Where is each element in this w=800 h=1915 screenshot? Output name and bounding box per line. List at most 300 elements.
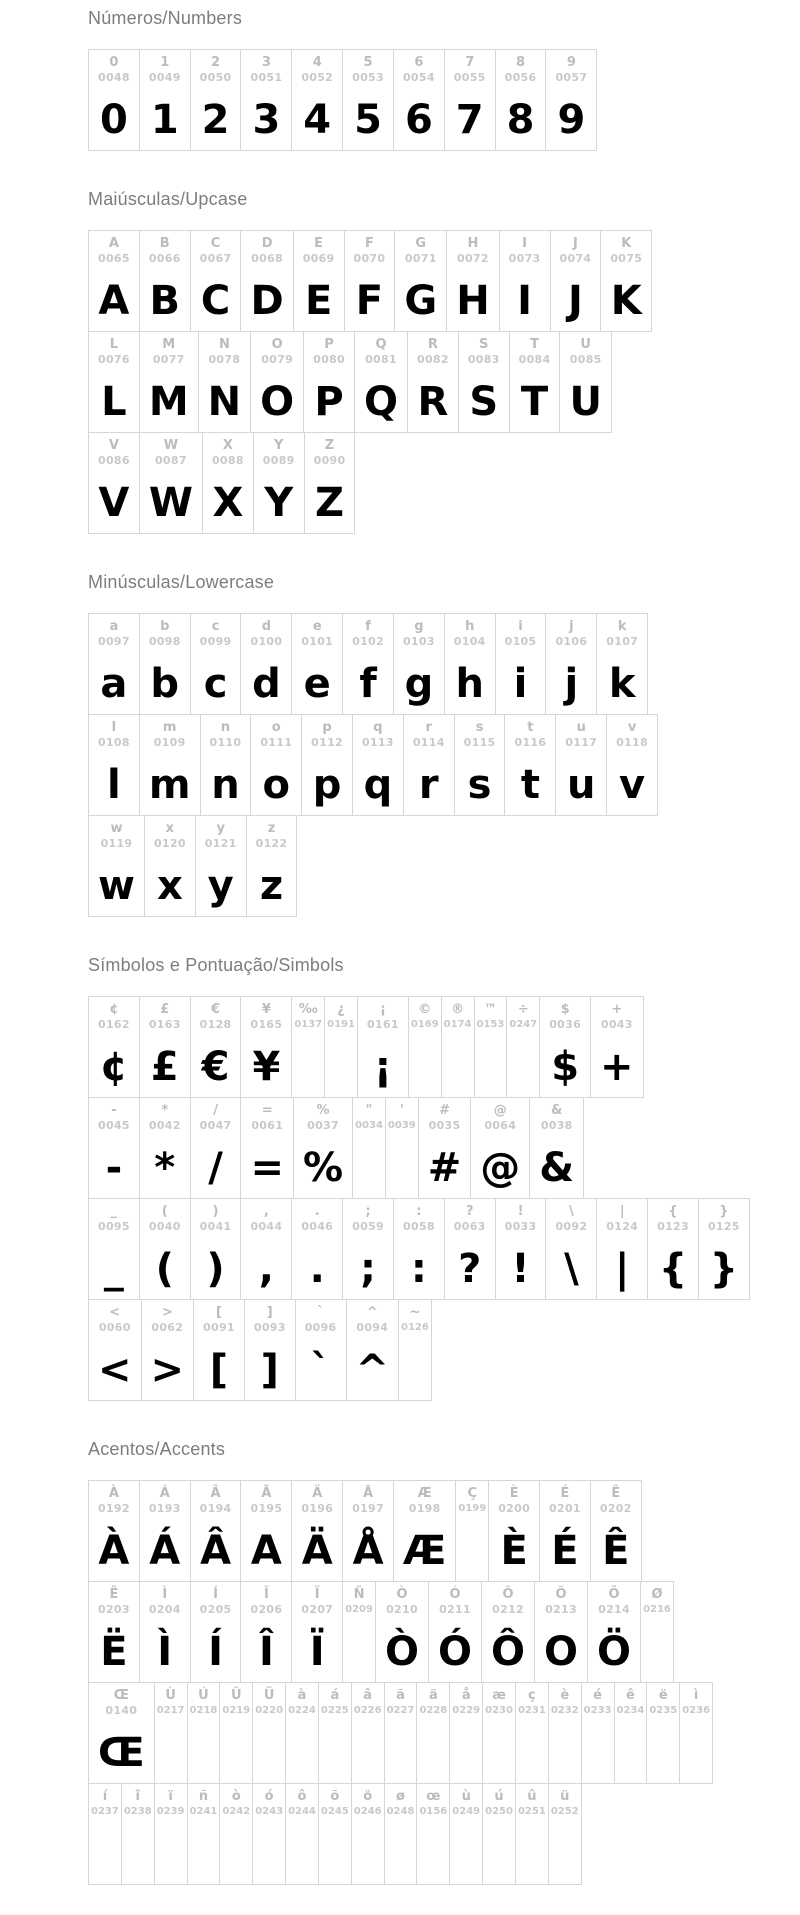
cell-unicode-code: 0067 xyxy=(199,252,232,265)
glyph-cell xyxy=(597,613,648,715)
glyph-cell xyxy=(355,331,408,433)
glyph-row xyxy=(88,1097,584,1199)
cell-unicode-code: 0086 xyxy=(98,454,130,467)
cell-character-label: C xyxy=(210,236,221,251)
cell-unicode-code: 0128 xyxy=(199,1018,232,1031)
cell-glyph-preview: 7 xyxy=(455,97,484,143)
glyph-cell xyxy=(475,996,508,1098)
section-title: Símbolos e Pontuação/Simbols xyxy=(88,955,344,975)
cell-character-label: Í xyxy=(213,1587,218,1602)
cell-unicode-code: 0212 xyxy=(492,1603,524,1616)
cell-glyph-preview: e xyxy=(303,661,331,707)
glyph-cell xyxy=(88,1783,122,1885)
cell-character-label: / xyxy=(213,1103,218,1118)
cell-unicode-code: 0108 xyxy=(98,736,130,749)
cell-glyph-preview: 3 xyxy=(252,97,281,143)
cell-character-label: 9 xyxy=(566,55,576,70)
glyph-cell xyxy=(191,1198,242,1300)
cell-unicode-code: 0218 xyxy=(189,1705,218,1716)
cell-glyph-preview: Y xyxy=(264,480,294,526)
cell-character-label: V xyxy=(108,438,119,453)
cell-character-label: Ú xyxy=(198,1688,209,1703)
cell-glyph-preview: S xyxy=(469,379,499,425)
glyph-cell xyxy=(122,1783,155,1885)
glyph-cell xyxy=(155,1682,188,1784)
cell-unicode-code: 0077 xyxy=(152,353,185,366)
glyph-cell xyxy=(471,1097,530,1199)
cell-unicode-code: 0235 xyxy=(649,1705,678,1716)
cell-glyph-preview: Á xyxy=(149,1528,181,1574)
cell-unicode-code: 0049 xyxy=(148,71,181,84)
cell-unicode-code: 0062 xyxy=(151,1321,184,1334)
cell-character-label: D xyxy=(261,236,273,251)
cell-glyph-preview: F xyxy=(355,278,384,324)
cell-unicode-code: 0112 xyxy=(311,736,343,749)
cell-unicode-code: 0228 xyxy=(419,1705,448,1716)
cell-unicode-code: 0242 xyxy=(222,1806,251,1817)
cell-character-label: v xyxy=(627,720,637,735)
glyph-cell xyxy=(540,1480,591,1582)
cell-unicode-code: 0225 xyxy=(320,1705,349,1716)
cell-unicode-code: 0137 xyxy=(294,1019,323,1030)
cell-unicode-code: 0037 xyxy=(307,1119,339,1132)
cell-unicode-code: 0057 xyxy=(555,71,588,84)
glyph-cell xyxy=(245,1299,296,1401)
cell-character-label: [ xyxy=(215,1305,222,1320)
cell-unicode-code: 0210 xyxy=(386,1603,418,1616)
cell-unicode-code: 0058 xyxy=(402,1220,435,1233)
glyph-cell xyxy=(445,49,496,151)
cell-character-label: " xyxy=(365,1103,373,1118)
glyph-row xyxy=(88,432,355,534)
cell-unicode-code: 0087 xyxy=(154,454,187,467)
cell-character-label: ¥ xyxy=(261,1002,271,1017)
cell-unicode-code: 0194 xyxy=(199,1502,232,1515)
cell-character-label: 6 xyxy=(414,55,424,70)
cell-glyph-preview: M xyxy=(148,379,189,425)
cell-unicode-code: 0092 xyxy=(555,1220,588,1233)
cell-glyph-preview: Æ xyxy=(402,1528,447,1574)
cell-character-label: O xyxy=(271,337,283,352)
cell-glyph-preview: * xyxy=(154,1145,176,1191)
cell-character-label: # xyxy=(439,1103,450,1118)
cell-character-label: B xyxy=(159,236,170,251)
cell-character-label: $ xyxy=(560,1002,570,1017)
cell-unicode-code: 0116 xyxy=(514,736,547,749)
cell-glyph-preview: h xyxy=(455,661,484,707)
cell-glyph-preview: ` xyxy=(310,1347,331,1393)
glyph-row xyxy=(88,996,644,1098)
cell-glyph-preview: X xyxy=(212,480,244,526)
glyph-cell xyxy=(88,1097,140,1199)
glyph-cell xyxy=(254,432,305,534)
glyph-cell xyxy=(191,613,242,715)
cell-character-label: + xyxy=(611,1002,623,1017)
cell-unicode-code: 0252 xyxy=(550,1806,579,1817)
cell-unicode-code: 0074 xyxy=(559,252,592,265)
glyph-cell xyxy=(292,1198,343,1300)
glyph-cell xyxy=(343,1198,394,1300)
glyph-cell xyxy=(641,1581,674,1683)
cell-character-label: 1 xyxy=(160,55,170,70)
glyph-cell xyxy=(191,49,242,151)
cell-unicode-code: 0231 xyxy=(517,1705,546,1716)
glyph-cell xyxy=(442,996,475,1098)
cell-unicode-code: 0072 xyxy=(457,252,489,265)
cell-unicode-code: 0050 xyxy=(199,71,232,84)
cell-glyph-preview: p xyxy=(312,762,342,808)
cell-glyph-preview: É xyxy=(551,1528,579,1574)
glyph-row xyxy=(88,1198,750,1300)
glyph-section xyxy=(88,955,780,1401)
cell-unicode-code: 0035 xyxy=(428,1119,461,1132)
cell-character-label: Ñ xyxy=(353,1587,365,1602)
glyph-cell xyxy=(419,1097,472,1199)
cell-character-label: : xyxy=(416,1204,422,1219)
cell-unicode-code: 0103 xyxy=(402,635,435,648)
cell-unicode-code: 0200 xyxy=(498,1502,531,1515)
glyph-cell xyxy=(417,1682,450,1784)
cell-unicode-code: 0101 xyxy=(301,635,334,648)
cell-unicode-code: 0054 xyxy=(402,71,435,84)
cell-character-label: F xyxy=(364,236,374,251)
glyph-section xyxy=(88,1439,780,1885)
glyph-cell xyxy=(188,1682,221,1784)
cell-glyph-preview: Î xyxy=(258,1629,274,1675)
cell-character-label: U xyxy=(580,337,591,352)
cell-unicode-code: 0219 xyxy=(222,1705,251,1716)
cell-unicode-code: 0085 xyxy=(569,353,602,366)
glyph-cell xyxy=(505,714,556,816)
cell-unicode-code: 0156 xyxy=(419,1806,448,1817)
glyph-row xyxy=(88,1299,432,1401)
glyph-cell xyxy=(241,1581,292,1683)
cell-unicode-code: 0165 xyxy=(250,1018,283,1031)
glyph-cell xyxy=(251,714,302,816)
cell-unicode-code: 0104 xyxy=(453,635,486,648)
cell-character-label: ' xyxy=(399,1103,404,1118)
glyph-cell xyxy=(241,613,292,715)
cell-character-label: w xyxy=(110,821,123,836)
cell-unicode-code: 0047 xyxy=(199,1119,232,1132)
cell-unicode-code: 0070 xyxy=(353,252,386,265)
cell-glyph-preview: I xyxy=(517,278,533,324)
cell-glyph-preview: B xyxy=(149,278,180,324)
cell-unicode-code: 0098 xyxy=(148,635,181,648)
glyph-cell xyxy=(292,613,343,715)
glyph-cell xyxy=(220,1682,253,1784)
cell-character-label: 0 xyxy=(109,55,119,70)
cell-glyph-preview: 1 xyxy=(150,97,179,143)
glyph-cell xyxy=(535,1581,588,1683)
glyph-cell xyxy=(496,49,547,151)
cell-character-label: Ó xyxy=(449,1587,461,1602)
cell-character-label: Ã xyxy=(261,1486,272,1501)
cell-character-label: b xyxy=(160,619,170,634)
glyph-cell xyxy=(551,230,602,332)
cell-glyph-preview: G xyxy=(404,278,438,324)
glyph-cell xyxy=(88,432,140,534)
cell-unicode-code: 0109 xyxy=(153,736,186,749)
cell-glyph-preview: ! xyxy=(511,1246,530,1292)
cell-glyph-preview: Â xyxy=(200,1528,232,1574)
cell-unicode-code: 0068 xyxy=(251,252,283,265)
cell-character-label: é xyxy=(593,1688,602,1703)
glyph-cell xyxy=(394,1198,445,1300)
cell-glyph-preview: L xyxy=(101,379,127,425)
cell-unicode-code: 0196 xyxy=(301,1502,334,1515)
glyph-cell xyxy=(347,1299,400,1401)
cell-character-label: œ xyxy=(426,1789,441,1804)
cell-unicode-code: 0052 xyxy=(301,71,334,84)
cell-unicode-code: 0096 xyxy=(304,1321,337,1334)
cell-character-label: A xyxy=(108,236,119,251)
cell-character-label: ò xyxy=(231,1789,241,1804)
cell-glyph-preview: [ xyxy=(209,1347,229,1393)
cell-character-label: Õ xyxy=(555,1587,567,1602)
cell-unicode-code: 0044 xyxy=(250,1220,283,1233)
cell-glyph-preview: Q xyxy=(363,379,398,425)
cell-unicode-code: 0084 xyxy=(518,353,551,366)
glyph-row xyxy=(88,1480,642,1582)
cell-unicode-code: 0097 xyxy=(98,635,130,648)
glyph-cell xyxy=(447,230,499,332)
glyph-section xyxy=(88,8,780,151)
cell-character-label: m xyxy=(162,720,177,735)
cell-character-label: à xyxy=(297,1688,307,1703)
cell-unicode-code: 0118 xyxy=(616,736,648,749)
cell-character-label: ê xyxy=(626,1688,635,1703)
glyph-cell xyxy=(88,331,140,433)
cell-character-label: Q xyxy=(375,337,387,352)
glyph-cell xyxy=(292,996,325,1098)
cell-glyph-preview: Ê xyxy=(602,1528,630,1574)
cell-glyph-preview: _ xyxy=(103,1246,124,1292)
cell-glyph-preview: Ä xyxy=(301,1528,333,1574)
cell-glyph-preview: j xyxy=(564,661,579,707)
cell-unicode-code: 0079 xyxy=(261,353,294,366)
glyph-cell xyxy=(292,49,343,151)
cell-unicode-code: 0036 xyxy=(549,1018,582,1031)
cell-glyph-preview: O xyxy=(544,1629,579,1675)
cell-character-label: ø xyxy=(396,1789,405,1804)
cell-character-label: k xyxy=(617,619,627,634)
cell-character-label: Z xyxy=(324,438,335,453)
cell-glyph-preview: ] xyxy=(260,1347,279,1393)
glyph-cell xyxy=(516,1783,549,1885)
cell-character-label: Ô xyxy=(502,1587,514,1602)
cell-unicode-code: 0239 xyxy=(156,1806,185,1817)
cell-unicode-code: 0241 xyxy=(189,1806,218,1817)
cell-glyph-preview: , xyxy=(258,1246,274,1292)
cell-glyph-preview: + xyxy=(600,1044,634,1090)
glyph-cell xyxy=(445,613,496,715)
glyph-cell xyxy=(386,1097,419,1199)
cell-character-label: - xyxy=(111,1103,117,1118)
glyph-cell xyxy=(588,1581,641,1683)
cell-glyph-preview: U xyxy=(569,379,602,425)
glyph-cell xyxy=(140,1198,191,1300)
cell-glyph-preview: | xyxy=(614,1246,630,1292)
cell-character-label: h xyxy=(465,619,475,634)
cell-glyph-preview: w xyxy=(98,863,135,909)
cell-glyph-preview: 0 xyxy=(99,97,128,143)
cell-unicode-code: 0243 xyxy=(255,1806,284,1817)
cell-character-label: õ xyxy=(330,1789,340,1804)
cell-unicode-code: 0063 xyxy=(453,1220,486,1233)
cell-unicode-code: 0192 xyxy=(98,1502,130,1515)
glyph-cell xyxy=(352,1783,385,1885)
cell-character-label: ñ xyxy=(198,1789,209,1804)
cell-character-label: N xyxy=(218,337,230,352)
glyph-cell xyxy=(560,331,611,433)
cell-glyph-preview: Ò xyxy=(384,1629,419,1675)
cell-character-label: Y xyxy=(273,438,284,453)
glyph-cell xyxy=(530,1097,584,1199)
cell-character-label: H xyxy=(467,236,479,251)
cell-unicode-code: 0100 xyxy=(250,635,283,648)
cell-character-label: Æ xyxy=(417,1486,432,1501)
cell-unicode-code: 0197 xyxy=(352,1502,384,1515)
glyph-row xyxy=(88,1682,713,1784)
cell-character-label: Ê xyxy=(611,1486,621,1501)
cell-glyph-preview: A xyxy=(98,278,130,324)
cell-character-label: ] xyxy=(266,1305,273,1320)
cell-character-label: ~ xyxy=(409,1305,421,1320)
cell-glyph-preview: k xyxy=(608,661,636,707)
cell-character-label: 8 xyxy=(516,55,526,70)
cell-unicode-code: 0113 xyxy=(362,736,394,749)
cell-character-label: & xyxy=(551,1103,563,1118)
glyph-cell xyxy=(394,613,445,715)
cell-glyph-preview: a xyxy=(100,661,128,707)
cell-unicode-code: 0229 xyxy=(452,1705,481,1716)
glyph-cell xyxy=(191,996,242,1098)
glyph-cell xyxy=(489,1480,540,1582)
glyph-cell xyxy=(140,331,199,433)
cell-character-label: \ xyxy=(568,1204,574,1219)
cell-glyph-preview: ^ xyxy=(355,1347,390,1393)
cell-unicode-code: 0207 xyxy=(301,1603,334,1616)
cell-unicode-code: 0106 xyxy=(555,635,588,648)
cell-glyph-preview: u xyxy=(566,762,596,808)
cell-unicode-code: 0201 xyxy=(549,1502,581,1515)
glyph-cell xyxy=(191,1097,242,1199)
cell-unicode-code: 0088 xyxy=(211,454,244,467)
cell-glyph-preview: c xyxy=(203,661,228,707)
cell-unicode-code: 0091 xyxy=(203,1321,235,1334)
cell-character-label: ö xyxy=(363,1789,373,1804)
cell-unicode-code: 0073 xyxy=(508,252,541,265)
cell-glyph-preview: À xyxy=(98,1528,130,1574)
cell-unicode-code: 0090 xyxy=(313,454,346,467)
cell-character-label: L xyxy=(109,337,119,352)
cell-character-label: W xyxy=(163,438,179,453)
glyph-row xyxy=(88,815,297,917)
cell-character-label: j xyxy=(569,619,574,634)
glyph-cell xyxy=(680,1682,713,1784)
glyph-cell xyxy=(345,230,396,332)
cell-glyph-preview: C xyxy=(200,278,231,324)
cell-character-label: å xyxy=(461,1688,471,1703)
glyph-cell xyxy=(241,1097,294,1199)
cell-unicode-code: 0053 xyxy=(352,71,384,84)
cell-unicode-code: 0075 xyxy=(610,252,643,265)
glyph-cell xyxy=(191,1581,242,1683)
cell-character-label: Ø xyxy=(651,1587,663,1602)
cell-glyph-preview: Z xyxy=(315,480,345,526)
cell-glyph-preview: 6 xyxy=(404,97,433,143)
cell-unicode-code: 0161 xyxy=(367,1018,399,1031)
cell-glyph-preview: Í xyxy=(208,1629,224,1675)
glyph-cell xyxy=(201,714,252,816)
glyph-cell xyxy=(385,1783,418,1885)
cell-character-label: K xyxy=(621,236,632,251)
cell-unicode-code: 0039 xyxy=(387,1120,416,1131)
cell-character-label: l xyxy=(111,720,117,735)
glyph-cell xyxy=(88,49,140,151)
glyph-cell xyxy=(247,815,298,917)
cell-character-label: J xyxy=(572,236,578,251)
cell-character-label: % xyxy=(316,1103,330,1118)
cell-character-label: o xyxy=(271,720,281,735)
cell-glyph-preview: . xyxy=(309,1246,325,1292)
glyph-cell xyxy=(343,613,394,715)
cell-character-label: ) xyxy=(212,1204,219,1219)
cell-glyph-preview: y xyxy=(207,863,234,909)
cell-character-label: 2 xyxy=(211,55,221,70)
cell-unicode-code: 0094 xyxy=(356,1321,389,1334)
cell-glyph-preview: V xyxy=(98,480,130,526)
cell-character-label: í xyxy=(102,1789,108,1804)
glyph-cell xyxy=(302,714,353,816)
cell-character-label: 3 xyxy=(261,55,271,70)
cell-character-label: ¿ xyxy=(337,1002,345,1017)
glyph-cell xyxy=(253,1783,286,1885)
glyph-cell xyxy=(353,714,404,816)
glyph-cell xyxy=(546,613,597,715)
cell-glyph-preview: / xyxy=(208,1145,223,1191)
cell-unicode-code: 0122 xyxy=(255,837,288,850)
glyph-cell xyxy=(582,1682,615,1784)
font-glyph-map-page xyxy=(88,8,780,1885)
cell-unicode-code: 0203 xyxy=(98,1603,130,1616)
cell-character-label: á xyxy=(330,1688,340,1703)
cell-unicode-code: 0093 xyxy=(253,1321,286,1334)
cell-glyph-preview: Ï xyxy=(309,1629,325,1675)
cell-character-label: ¢ xyxy=(109,1002,119,1017)
cell-unicode-code: 0126 xyxy=(401,1322,429,1333)
cell-glyph-preview: s xyxy=(467,762,492,808)
cell-character-label: î xyxy=(135,1789,140,1804)
glyph-cell xyxy=(188,1783,221,1885)
cell-glyph-preview: d xyxy=(252,661,281,707)
cell-glyph-preview: H xyxy=(456,278,490,324)
glyph-cell xyxy=(385,1682,418,1784)
cell-glyph-preview: $ xyxy=(551,1044,580,1090)
cell-glyph-preview: ( xyxy=(155,1246,174,1292)
glyph-cell xyxy=(540,996,591,1098)
cell-character-label: G xyxy=(415,236,427,251)
cell-glyph-preview: D xyxy=(250,278,284,324)
cell-unicode-code: 0169 xyxy=(410,1019,439,1030)
cell-character-label: R xyxy=(427,337,438,352)
cell-unicode-code: 0123 xyxy=(657,1220,689,1233)
cell-character-label: Å xyxy=(363,1486,374,1501)
cell-unicode-code: 0249 xyxy=(452,1806,481,1817)
glyph-cell xyxy=(607,714,658,816)
cell-unicode-code: 0250 xyxy=(485,1806,513,1817)
